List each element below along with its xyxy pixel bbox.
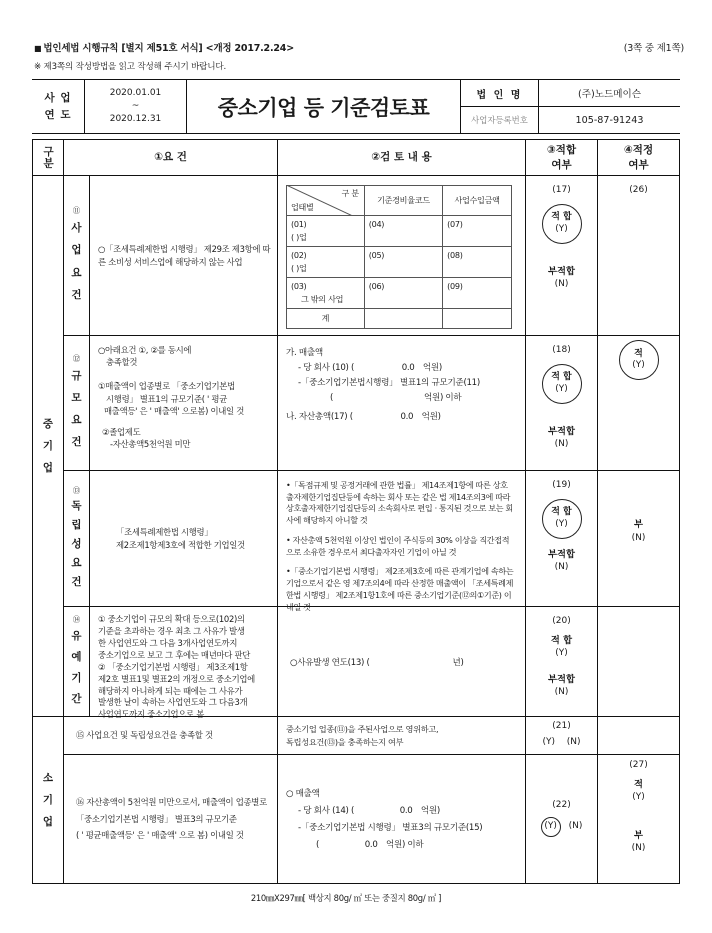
scale-standard-row: ( 억원) 이하 (330, 393, 462, 404)
form-header-line (34, 40, 684, 54)
subtable-cell-04[interactable]: (04) (364, 216, 442, 247)
title-divider (32, 133, 680, 134)
requirement-text-scale: ○아래요건 ①, ②를 동시에 충족할것 ①매출액이 업종별로 「중소기업기본법 시행령」 별표1의 규모기준( ' 평균 매출액등' 은 ' 매출액' 으로봄) 이내일 것 ②졸업제도 -자산총액5천억원 미만 (89, 336, 277, 470)
junggieop-rows (63, 176, 679, 720)
review-content-scale: 가. 매출액 - 당 회사 (10) ( 0.0 억원) -「중소기업기본법시행령」 별표1의 규모기준(11) ( 억원) 이하 나. 자산총액(17) ( 0.0 억원) (277, 336, 525, 470)
sogieop-standard-row: ( 0.0 억원) 이하 (316, 840, 424, 851)
subtable-cell-07[interactable]: (07) (443, 216, 512, 247)
scale-own-company-row: - 당 회사 (10) ( 0.0 억원) (298, 363, 442, 374)
subtable-cell-05[interactable]: (05) (364, 247, 442, 278)
conformity-no[interactable]: 부적합 (N) (548, 425, 575, 450)
form-reference: ■ 법인세법 시행규칙 [별지 제51호 서식] <개정 2017.2.24> (34, 43, 294, 54)
subtable-total-revenue[interactable] (443, 309, 512, 329)
scale-assets-row: 나. 자산총액(17) ( 0.0 억원) (286, 412, 441, 423)
table-row-sogieop-scale (63, 755, 679, 883)
row-label-scale-requirement: ⑫ 규 모 요 건 (63, 336, 89, 470)
conformity-no[interactable]: (N) (566, 736, 581, 747)
section-label-sogieop: 소 기 업 (42, 771, 54, 829)
col-header-requirement: ①요 건 (63, 140, 277, 175)
table-row-independence-requirement (63, 471, 679, 612)
conformity-yes[interactable]: (Y) (542, 736, 555, 747)
subtable-cell-02[interactable]: (02) ( )업 (287, 247, 365, 278)
subtable-total-label: 계 (287, 309, 365, 329)
table-row-sogieop-requirement (63, 717, 679, 755)
subtable-cell-01[interactable]: (01) ( )업 (287, 216, 365, 247)
conformity-no[interactable]: 부적합 (N) (548, 265, 575, 290)
requirement-text-grace: ① 중소기업이 규모의 확대 등으로(102)의 기준을 초과하는 경우 최초 그 사유가 발생 한 사업연도와 그 다음 3개사업연도까지 중소기업으로 보고 그 후에는 매년마다 판단 ② 「중소기업기본법 시행령」 제3조제1항 제2호 별표1및 별표2의 개정으로 중소기업에 해당하지 아니하게 되는 때에는 그 사유가 발생한 날이 속하는 사업연도와 그 다음3개 사업연도까지 중소기업으로 봄 (89, 607, 277, 716)
review-content-grace (277, 607, 525, 716)
subtable-cell-08[interactable]: (08) (443, 247, 512, 278)
col-header-conformity: ③적합 여부 (525, 140, 597, 175)
biz-reg-row (461, 107, 680, 133)
subtable-header-row (287, 186, 512, 216)
corporation-info (460, 80, 680, 133)
criteria-review-table (32, 139, 680, 884)
independence-bullet-3: •「중소기업기본법 시행령」 제2조제3호에 따른 관계기업에 속하는 기업으로서 같은 영 제7조의4에 따라 산정한 매출액이 「조세특례제한법 시행령」 제2조제1항1호에 따른 중소기업기준(⑫의①기준) 이내일 것 (286, 566, 514, 612)
subtable-diagonal-header: 구 분 업태별 (287, 186, 365, 216)
subtable-total-row (287, 309, 512, 329)
subtable-header-expense-code: 기준경비율코드 (364, 186, 442, 216)
table-row (287, 278, 512, 309)
conformity-yes-selected[interactable]: 적 합 (Y) (542, 364, 582, 404)
biz-reg-value: 105-87-91243 (575, 114, 644, 126)
conformity-grace: (20) 적 합 (Y) 부적합 (N) (525, 607, 597, 716)
adequacy-yes[interactable]: 적 (Y) (632, 778, 645, 803)
col-header-adequacy: ④적정 여부 (597, 140, 679, 175)
conformity-no[interactable]: (N) (568, 820, 583, 831)
conformity-business: (17) 적 합 (Y) 부적합 (N) (525, 176, 597, 335)
adequacy-business: (26) (597, 176, 679, 335)
row-label-business-requirement: ⑪ 사 업 요 건 (63, 176, 89, 335)
adequacy-sogieop-top-spacer (597, 717, 679, 754)
subtable-header-revenue: 사업수입금액 (443, 186, 512, 216)
adequacy-sogieop: (27) 적 (Y) 부 (N) (597, 755, 679, 883)
body-sogieop-block (33, 717, 679, 883)
page-footer: 210㎜X297㎜[ 백상지 80g/ ㎡ 또는 중질지 80g/ ㎡ ] (250, 893, 442, 903)
biz-reg-label: 사업자등록번호 (461, 107, 539, 133)
independence-bullet-1: •「독점규제 및 공정거래에 관한 법률」 제14조제1항에 따른 상호출자제한기업집단등에 속하는 회사 또는 같은 법 제14조의3에 따라 상호출자제한기업집단등의 소속회사로 편입 · 통지된 것으로 보는 회사에 해당하지 아니할 것 (286, 480, 513, 526)
adequacy-yes-selected[interactable]: 적 (Y) (619, 340, 659, 380)
adequacy-junggieop-no (597, 471, 679, 606)
row-label-grace-period: ⑭ 유 예 기 간 (63, 607, 89, 716)
table-row (287, 247, 512, 278)
adequacy-spacer-grace (597, 607, 679, 716)
conformity-independence: (19) 적 합 (Y) 부적합 (N) (525, 471, 597, 606)
col-header-gubun: 구분 (42, 146, 55, 169)
sogieop-own-company-row: - 당 회사 (14) ( 0.0 억원) (298, 805, 440, 816)
business-year-label: 사 업 연 도 (44, 92, 72, 121)
form-instruction-note: ※ 제3쪽의 작성방법을 읽고 작성해 주시기 바랍니다. (34, 62, 227, 72)
conformity-yes-selected[interactable]: 적 합 (Y) (542, 499, 582, 539)
adequacy-no[interactable]: 부 (N) (631, 829, 646, 854)
adequacy-junggieop (597, 336, 679, 470)
table-row-business-requirement (63, 176, 679, 336)
review-content-business (277, 176, 525, 335)
review-content-independence (277, 471, 525, 612)
conformity-sogieop-basic: (21) (Y) (N) (525, 717, 597, 754)
grace-year-row: ○사유발생 연도(13) ( 년) (290, 657, 464, 668)
requirement-text-sogieop-basic: ⑮ 사업요건 및 독립성요건을 충족할 것 (63, 717, 277, 754)
business-year-value: 2020.01.01 ~ 2020.12.31 (84, 80, 187, 133)
subtable-cell-09[interactable]: (09) (443, 278, 512, 309)
conformity-scale: (18) 적 합 (Y) 부적합 (N) (525, 336, 597, 470)
conformity-yes[interactable]: 적 합 (Y) (550, 634, 573, 659)
table-row-grace-period (63, 607, 679, 720)
requirement-text-sogieop-scale: ⑯ 자산총액이 5천억원 미만으로서, 매출액이 업종별로 「중소기업기본법 시행령」 별표3의 규모기준 ( ' 평균매출액등' 은 ' 매출액' 으로 봄) 이내일 것 (63, 755, 277, 883)
title-band (32, 80, 680, 133)
subtable-total-code[interactable] (364, 309, 442, 329)
conformity-yes-selected[interactable]: 적 합 (Y) (542, 204, 582, 244)
corp-name-value: (주)노드메이슨 (577, 89, 642, 100)
section-label-junggieop: 중 기 업 (33, 176, 63, 717)
adequacy-no[interactable]: 부 (N) (631, 519, 646, 543)
requirement-text-independence: 「조세특례제한법 시행령」 제2조제1항제3호에 적합한 기업일것 (89, 471, 277, 606)
conformity-no[interactable]: 부적합 (N) (548, 673, 575, 698)
table-row (287, 216, 512, 247)
business-type-subtable (286, 185, 512, 329)
review-content-sogieop-scale: ○ 매출액 - 당 회사 (14) ( 0.0 억원) -「중소기업기본법 시행령」 별표3의 규모기준(15) ( 0.0 억원) 이하 (277, 755, 525, 883)
independence-bullet-2: • 자산총액 5천억원 이상인 법인이 주식등의 30% 이상을 직간접적으로 소유한 경우로서 최다출자자인 기업이 아닐 것 (286, 534, 510, 557)
page-indicator: (3쪽 중 제1쪽) (623, 43, 684, 54)
bullet-square-icon: ■ (34, 44, 42, 53)
body-junggieop-block (33, 176, 679, 720)
conformity-sogieop-scale: (22) (Y) (N) (525, 755, 597, 883)
table-row-scale-requirement (63, 336, 679, 471)
conformity-no[interactable]: 부적합 (N) (548, 548, 575, 573)
page-title: 중소기업 등 기준검토표 (217, 95, 430, 120)
corp-name-label: 법 인 명 (461, 80, 539, 106)
col-header-review-content: ②검 토 내 용 (277, 140, 525, 175)
review-content-sogieop-basic: 중소기업 업종(⑪)을 주된사업으로 영위하고, 독립성요건(⑬)을 충족하는지 여부 (277, 717, 525, 754)
subtable-cell-06[interactable]: (06) (364, 278, 442, 309)
requirement-text-business: ○「조세특례제한법 시행령」 제29조 제3항에 따른 소비성 서비스업에 해당하지 않는 사업 (89, 176, 277, 335)
corp-name-row (461, 80, 680, 107)
sogieop-rows (63, 717, 679, 883)
subtable-cell-03[interactable]: (03) 그 밖의 사업 (287, 278, 365, 309)
conformity-yes-selected[interactable]: (Y) (541, 817, 561, 837)
table-header-row (33, 140, 679, 176)
row-label-independence-requirement: ⑬ 독 립 성 요 건 (63, 471, 89, 606)
